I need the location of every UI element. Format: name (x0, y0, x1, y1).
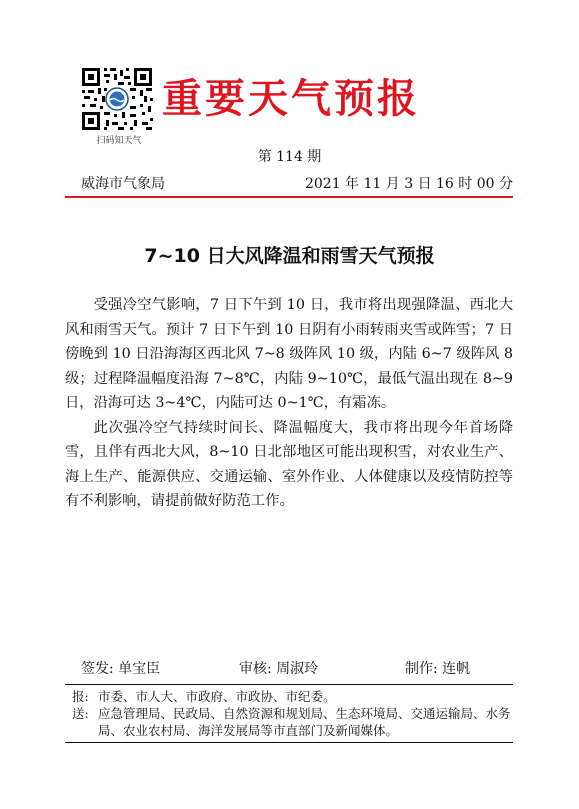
issue-time: 2021 年 11 月 3 日 16 时 00 分 (304, 176, 513, 192)
send-to-row (72, 705, 512, 739)
header-divider (65, 196, 513, 198)
forecast-headline: 7~10 日大风降温和雨雪天气预报 (144, 245, 435, 267)
body-paragraph-1: 受强冷空气影响，7 日下午到 10 日，我市将出现强降温、西北大风和雨雪天气。预计 7 日下午到 10 日阴有小雨转雨夹雪或阵雪；7 日傍晚到 10 日沿海海区西北风 7~8 级阵风 10 级，内陆 6~7 级阵风 8 级；过程降温幅度沿海 7~8℃，内陆 9~10℃，最低气温出现在 8~9 日，沿海可达 3~4℃，内陆可达 0~1℃，有霜冻。 (65, 297, 513, 411)
distribution-list (72, 688, 512, 739)
page-title: 重要天气预报 (162, 75, 420, 122)
forecast-body (65, 293, 513, 514)
reviewer-signature: 审核: 周淑玲 (239, 661, 319, 677)
send-recipients: 应急管理局、民政局、自然资源和规划局、生态环境局、交通运输局、水务局、农业农村局、海洋发展局等市直部门及新闻媒体。 (98, 706, 511, 738)
report-label: 报: (72, 689, 89, 704)
issuing-organization: 威海市气象局 (81, 176, 165, 192)
issue-number-row (0, 148, 579, 166)
issue-number: 第 114 期 (257, 149, 322, 165)
issuer-meta-row (65, 174, 513, 194)
issuer-signature: 签发: 单宝臣 (81, 661, 161, 677)
body-paragraph-2: 此次强冷空气持续时间长、降温幅度大，我市将出现今年首场降雪，且伴有西北大风，8~10 日北部地区可能出现积雪，对农业生产、海上生产、能源供应、交通运输、室外作业、人体健康以及疫情防控等有不利影响，请提前做好防范工作。 (65, 419, 513, 509)
report-recipients: 市委、市人大、市政府、市政协、市纪委。 (98, 689, 336, 704)
qr-code-icon[interactable] (80, 66, 154, 132)
distribution-bottom-rule (65, 742, 513, 743)
producer-signature: 制作: 连帆 (405, 661, 471, 677)
distribution-top-rule (65, 684, 513, 685)
report-to-row (72, 688, 512, 705)
qr-caption: 扫码知天气 (96, 136, 142, 146)
send-label: 送: (72, 706, 89, 721)
signature-row (65, 658, 513, 680)
